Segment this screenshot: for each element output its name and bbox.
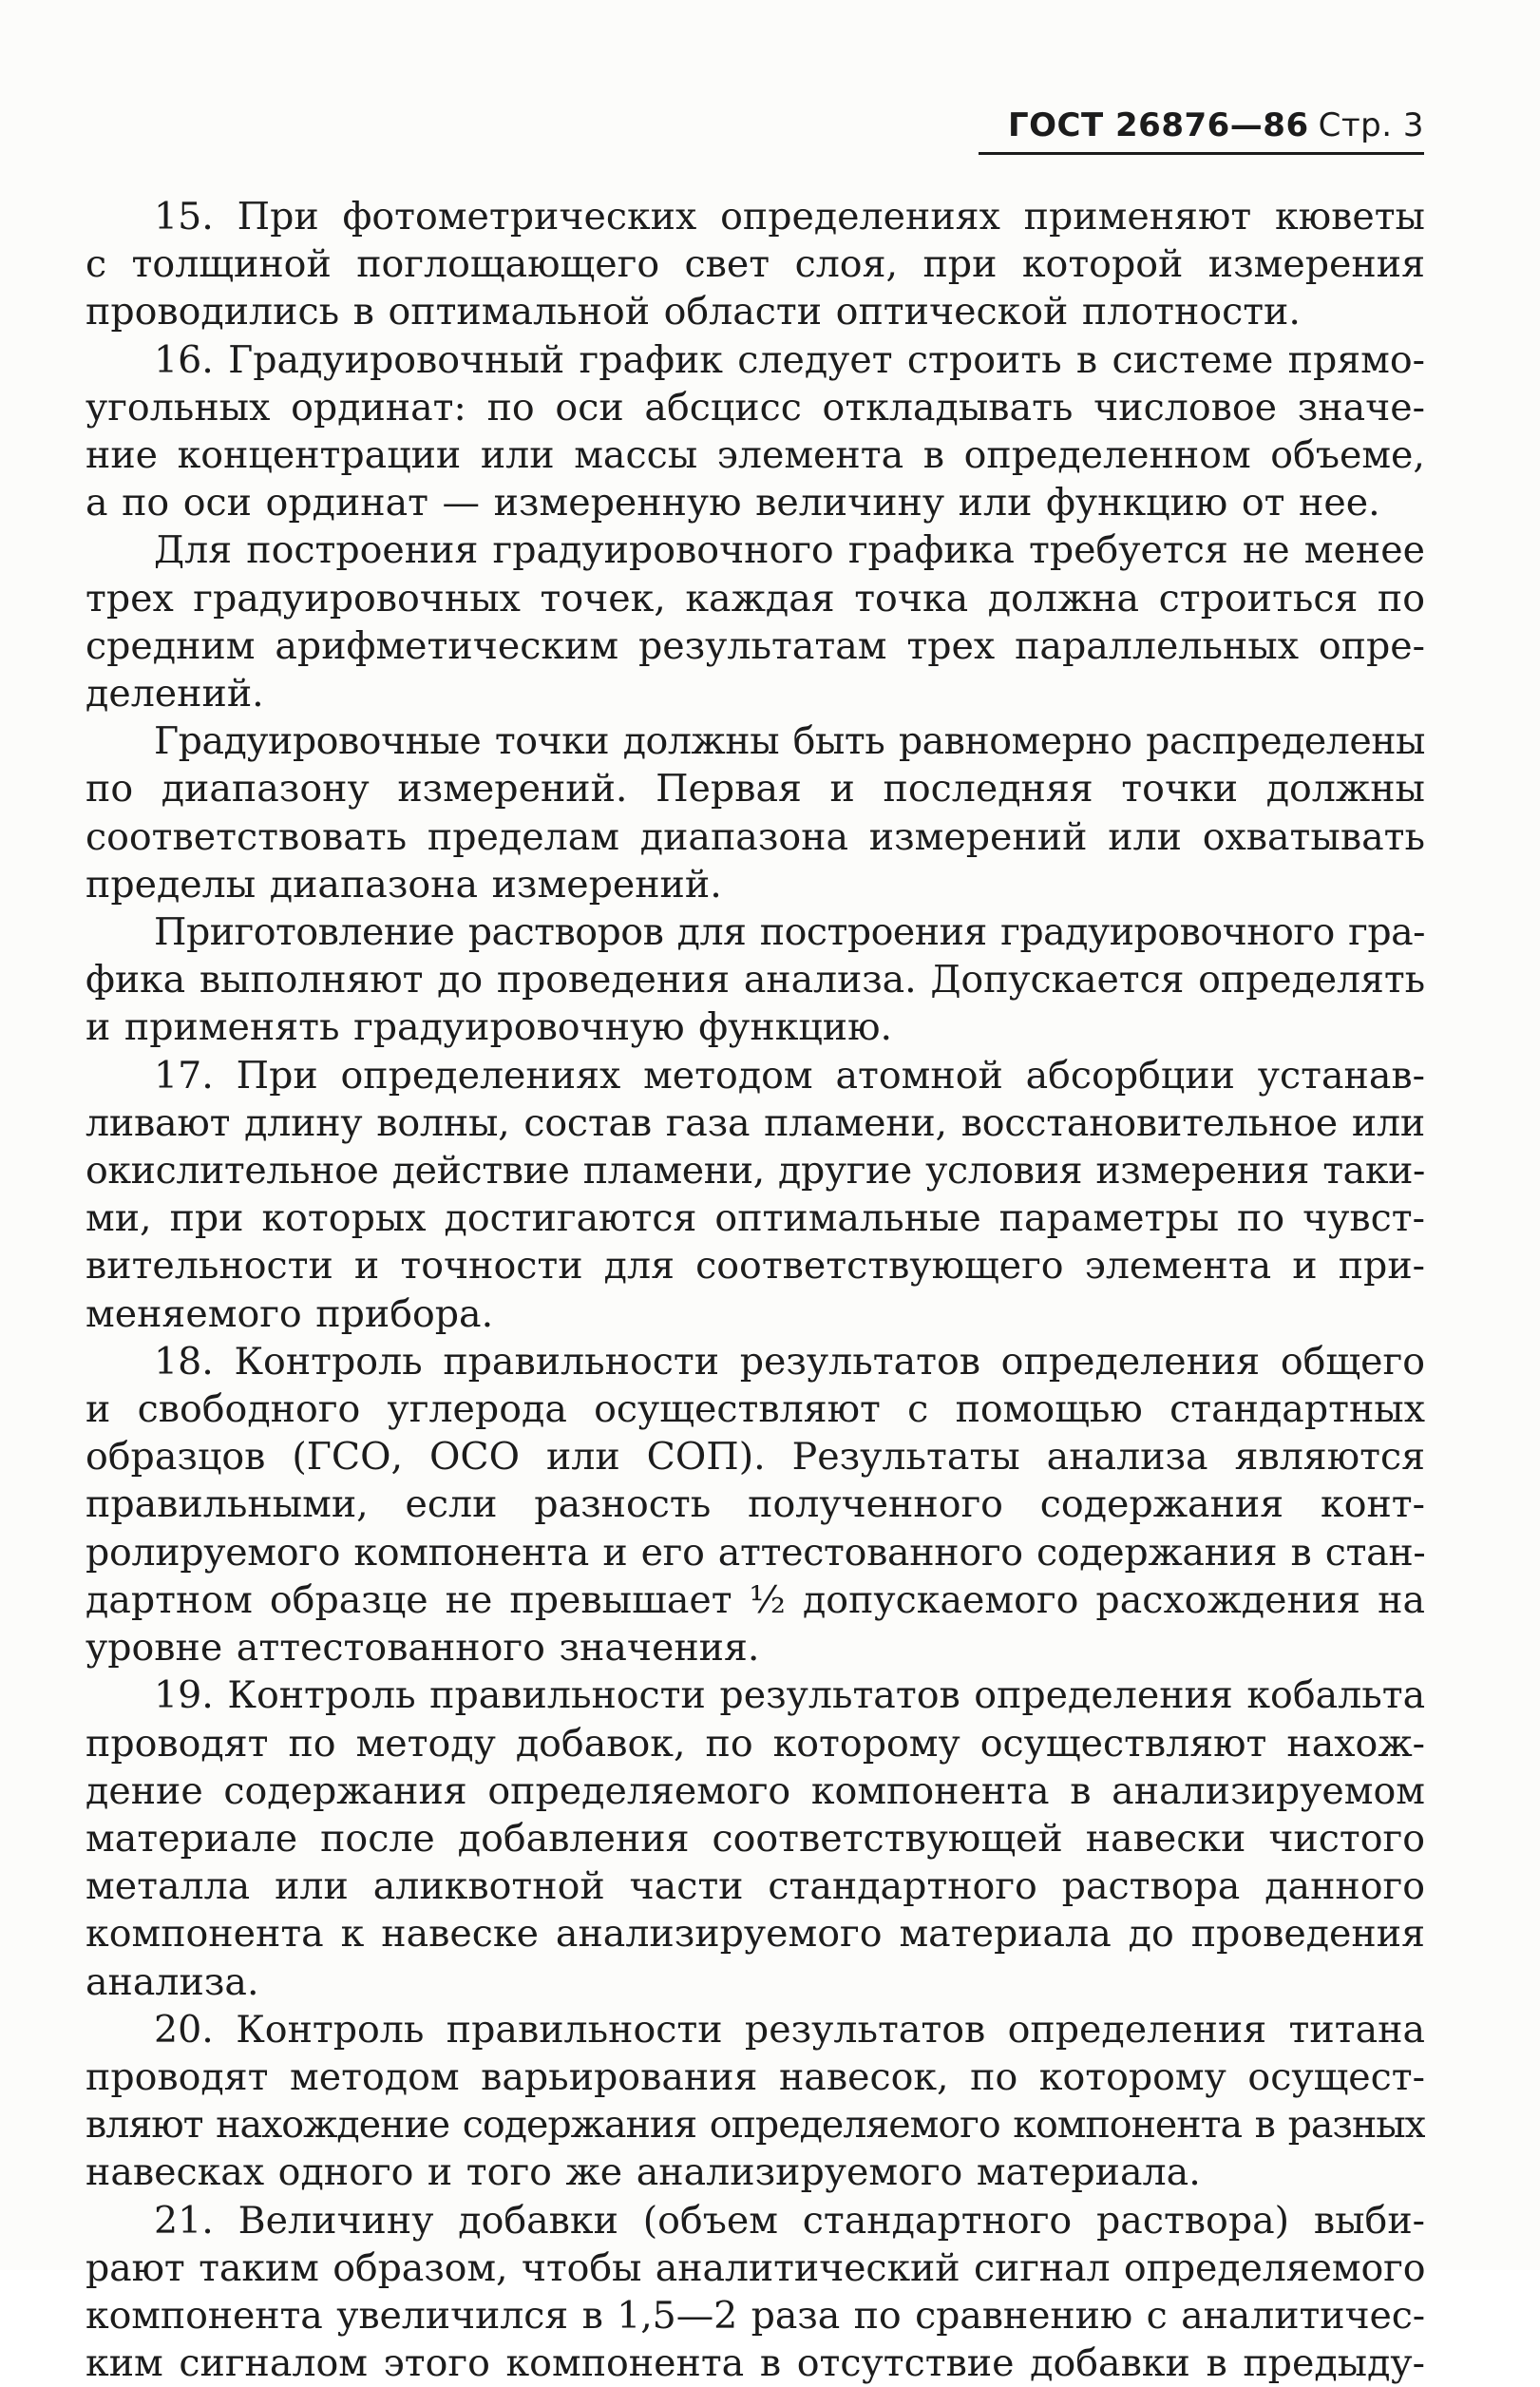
text-line: меняемого прибора. — [86, 1291, 494, 1336]
paragraph-16 — [86, 336, 1425, 527]
text-line: проводят по методу добавок, по которому осуществляют нахож- — [86, 1721, 1425, 1766]
text-line: анализа. — [86, 1959, 259, 2004]
text-line: делений. — [86, 672, 264, 716]
text-line: по диапазону измерений. Первая и последняя точки должны — [86, 767, 1425, 812]
text-line: угольных ординат: по оси абсцисс откладывать числовое значе- — [86, 385, 1425, 430]
text-line: и применять градуировочную функцию. — [86, 1005, 893, 1050]
page-header — [1008, 106, 1424, 144]
document-body — [86, 193, 1425, 2387]
page-number: Стр. 3 — [1318, 106, 1424, 144]
text-line: правильными, если разность полученного содержания конт- — [86, 1482, 1425, 1527]
paragraph-18 — [86, 1338, 1425, 1671]
text-line: и свободного углерода осуществляют с помощью стандартных — [86, 1387, 1425, 1432]
text-line: вительности и точности для соответствующего элемента и при- — [86, 1244, 1425, 1289]
text-line: 17. При определениях методом атомной абсорбции устанав- — [154, 1053, 1425, 1098]
header-rule — [979, 152, 1424, 155]
text-line: ким сигналом этого компонента в отсутствие добавки в предыду- — [86, 2341, 1425, 2386]
text-line: 21. Величину добавки (объем стандартного раствора) выби- — [154, 2198, 1425, 2243]
text-line: 19. Контроль правильности результатов определения кобальта — [154, 1673, 1425, 1718]
paragraph-16-distribution — [86, 717, 1425, 908]
text-line: окислительное действие пламени, другие условия измерения таки- — [86, 1149, 1425, 1194]
paragraph-16-preparation — [86, 908, 1425, 1052]
text-line: фика выполняют до проведения анализа. Допускается определять — [86, 958, 1425, 1003]
text-line: металла или аликвотной части стандартного раствора данного — [86, 1864, 1425, 1909]
text-line: компонента к навеске анализируемого материала до проведения — [86, 1912, 1425, 1957]
text-line: рают таким образом, чтобы аналитический сигнал определяемого — [86, 2245, 1425, 2290]
text-line: Приготовление растворов для построения градуировочного гра- — [154, 910, 1425, 955]
paragraph-21 — [86, 2197, 1425, 2387]
text-line: 20. Контроль правильности результатов определения титана — [154, 2007, 1425, 2052]
text-line: дартном образце не превышает ½ допускаемого расхождения на — [86, 1577, 1425, 1622]
text-line: дение содержания определяемого компонента в анализируемом — [86, 1768, 1425, 1813]
text-line: образцов (ГСО, ОСО или СОП). Результаты анализа являются — [86, 1435, 1425, 1480]
text-line: ние концентрации или массы элемента в определенном объеме, — [86, 433, 1425, 478]
text-line: проводились в оптимальной области оптической плотности. — [86, 290, 1301, 334]
paragraph-19 — [86, 1671, 1425, 2005]
paragraph-20 — [86, 2006, 1425, 2197]
standard-number: ГОСТ 26876—86 — [1007, 106, 1309, 144]
paragraph-17 — [86, 1052, 1425, 1338]
paragraph-16-calibration-points — [86, 526, 1425, 717]
text-line: уровне аттестованного значения. — [86, 1626, 760, 1671]
text-line: проводят методом варьирования навесок, по которому осущест- — [86, 2054, 1425, 2099]
text-line: а по оси ординат — измеренную величину или функцию от нее. — [86, 481, 1380, 525]
text-line: Для построения градуировочного графика требуется не менее — [154, 528, 1425, 573]
text-line: с толщиной поглощающего свет слоя, при которой измерения — [86, 242, 1425, 287]
text-line: ливают длину волны, состав газа пламени, восстановительное или — [86, 1100, 1425, 1145]
text-line: соответствовать пределам диапазона измерений или охватывать — [86, 814, 1425, 859]
text-line: средним арифметическим результатам трех параллельных опре- — [86, 623, 1425, 668]
text-line: Градуировочные точки должны быть равномерно распределены — [154, 719, 1425, 764]
text-line: материале после добавления соответствующей навески чистого — [86, 1816, 1425, 1861]
text-line: ролируемого компонента и его аттестованного содержания в стан- — [86, 1530, 1425, 1575]
text-line: вляют нахождение содержания определяемого компонента в разных — [86, 2103, 1425, 2148]
text-line: 16. Градуировочный график следует строить в системе прямо- — [154, 337, 1425, 382]
text-line: пределы диапазона измерений. — [86, 862, 722, 907]
text-line: навесках одного и того же анализируемого материала. — [86, 2150, 1201, 2195]
text-line: 18. Контроль правильности результатов определения общего — [154, 1339, 1425, 1384]
text-line: компонента увеличился в 1,5—2 раза по сравнению с аналитичес- — [86, 2293, 1425, 2338]
paragraph-15 — [86, 193, 1425, 336]
text-line: ми, при которых достигаются оптимальные параметры по чувст- — [86, 1196, 1425, 1241]
text-line: 15. При фотометрических определениях применяют кюветы — [154, 195, 1425, 239]
text-line: трех градуировочных точек, каждая точка должна строиться по — [86, 576, 1425, 621]
